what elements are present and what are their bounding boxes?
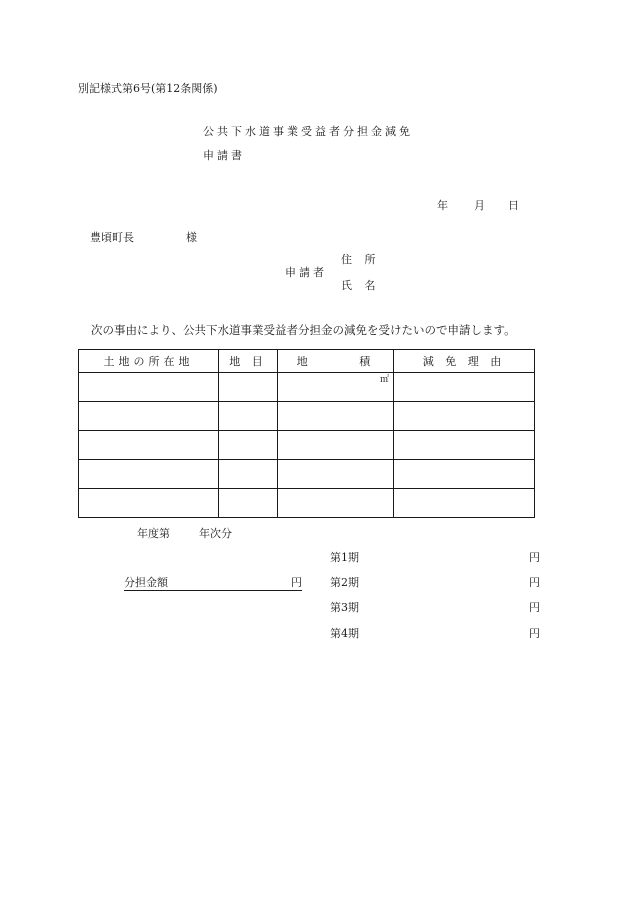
amount-currency: 円 [291,576,302,589]
cell-land-area[interactable] [278,373,394,402]
land-table [78,349,535,518]
table-row [79,402,535,431]
cell-reduction-reason[interactable] [394,373,535,402]
period-3-label: 第3期 [330,601,359,614]
cell-location[interactable] [79,431,219,460]
cell-location[interactable] [79,460,219,489]
cell-land-category[interactable] [219,373,278,402]
period-1-label: 第1期 [330,551,359,564]
cell-land-area[interactable] [278,431,394,460]
installment-label: 年次分 [199,527,232,540]
date-month-label: 月 [474,199,485,212]
table-row [79,373,535,402]
cell-land-category[interactable] [219,489,278,518]
area-unit: ㎡ [379,375,389,385]
cell-land-category[interactable] [219,460,278,489]
cell-land-category[interactable] [219,402,278,431]
period-4-currency: 円 [529,627,540,640]
form-title-suffix: 申請書 [203,149,245,162]
header-location: 土地の所在地 [79,350,219,373]
period-2-currency: 円 [529,576,540,589]
header-land-category: 地 目 [219,350,278,373]
period-4-label: 第4期 [330,627,359,640]
amount-label: 分担金額 [124,576,168,589]
date-day-label: 日 [508,199,519,212]
cell-reduction-reason[interactable] [394,431,535,460]
name-label: 氏 名 [341,279,376,292]
table-row [79,489,535,518]
cell-reduction-reason[interactable] [394,460,535,489]
period-2-label: 第2期 [330,576,359,589]
form-number: 別記様式第6号(第12条関係) [78,82,218,95]
cell-land-area[interactable] [278,460,394,489]
period-3-currency: 円 [529,601,540,614]
cell-land-area[interactable] [278,489,394,518]
period-1-currency: 円 [529,551,540,564]
form-title: 公共下水道事業受益者分担金減免 [203,125,413,138]
table-header-row [79,350,535,373]
cell-location[interactable] [79,373,219,402]
header-land-area: 地 積 [278,350,394,373]
cell-land-area[interactable] [278,402,394,431]
cell-location[interactable] [79,489,219,518]
table-row [79,460,535,489]
fiscal-year-label: 年度第 [137,527,170,540]
addressee-name: 豊頃町長 [90,231,134,244]
date-year-label: 年 [437,199,448,212]
address-label: 住 所 [341,253,376,266]
cell-land-category[interactable] [219,431,278,460]
header-reduction-reason: 減 免 理 由 [394,350,535,373]
intro-text: 次の事由により、公共下水道事業受益者分担金の減免を受けたいので申請します。 [91,323,516,337]
cell-location[interactable] [79,402,219,431]
amount-line[interactable] [124,576,302,591]
applicant-label: 申請者 [285,266,327,279]
table-row [79,431,535,460]
addressee-honorific: 様 [186,231,197,244]
cell-reduction-reason[interactable] [394,402,535,431]
cell-reduction-reason[interactable] [394,489,535,518]
